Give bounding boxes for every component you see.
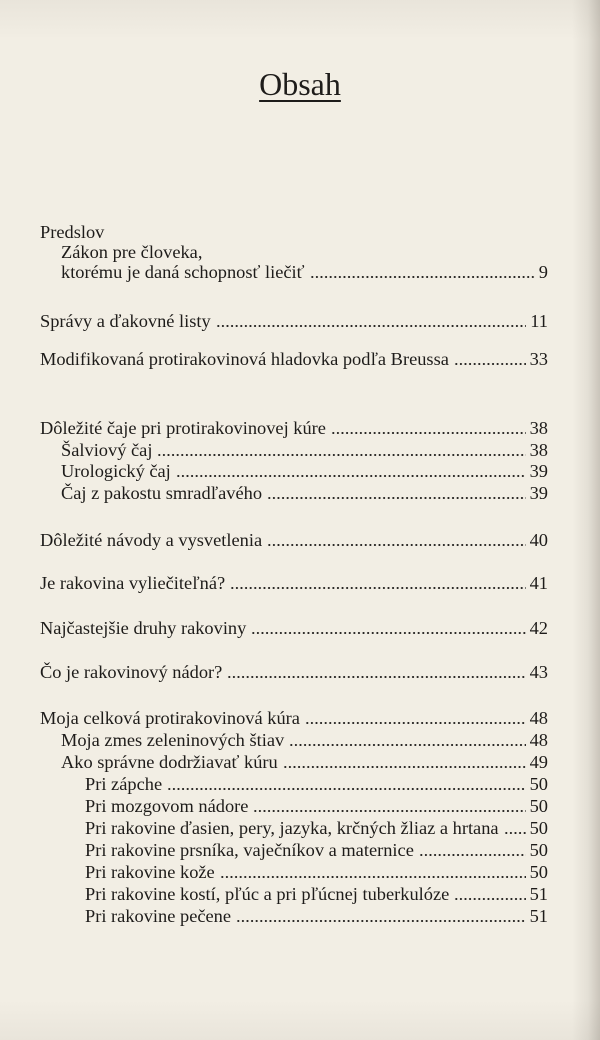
- dot-leader: [176, 460, 526, 482]
- dot-leader: [419, 839, 526, 861]
- toc-entry-title: Pri rakovine prsníka, vaječníkov a maternice: [85, 840, 414, 860]
- dot-leader: [267, 529, 525, 551]
- toc-entry-title: Ako správne dodržiavať kúru: [61, 752, 278, 772]
- toc-entry-title: Predslov: [40, 222, 105, 242]
- toc-entry-title: Pri zápche: [85, 774, 163, 794]
- toc-entry-zmes-stiav: [61, 729, 548, 751]
- toc-entry-celkova-kura: [40, 707, 548, 729]
- toc-entry-title: Pri rakovine ďasien, pery, jazyka, krčných žliaz a hrtana: [85, 818, 499, 838]
- dot-leader: [251, 617, 525, 639]
- toc-entry-prsnik: [85, 839, 548, 861]
- toc-entry-title: Moja celková protirakovinová kúra: [40, 708, 300, 728]
- dot-leader: [253, 795, 525, 817]
- toc-page-number: 50: [529, 862, 548, 882]
- toc-page-number: 48: [529, 708, 548, 728]
- toc-page-number: 38: [529, 418, 548, 438]
- toc-entry-title: Moja zmes zeleninových štiav: [61, 730, 285, 750]
- toc-page-number: 42: [529, 618, 548, 638]
- toc-entry-title: Čaj z pakostu smradľavého: [61, 483, 263, 503]
- toc-entry-title: Dôležité návody a vysvetlenia: [40, 530, 263, 550]
- toc-page-number: 33: [529, 349, 548, 369]
- dot-leader: [331, 417, 526, 439]
- toc-entry-koza: [85, 861, 548, 883]
- toc-entry-title: Pri rakovine kostí, pľúc a pri pľúcnej tuberkulóze: [85, 884, 450, 904]
- toc-page-number: 11: [530, 311, 548, 331]
- toc-page-number: 38: [529, 440, 548, 460]
- dot-leader: [454, 883, 525, 905]
- toc-page-number: 39: [529, 461, 548, 481]
- toc-entry-title: Pri mozgovom nádore: [85, 796, 249, 816]
- dot-leader: [236, 905, 526, 927]
- dot-leader: [267, 482, 526, 504]
- toc-entry-zapcha: [85, 773, 548, 795]
- toc-page-number: 41: [529, 573, 548, 593]
- toc-entry-zakon-line-1: [61, 241, 548, 263]
- toc-entry-title: Modifikovaná protirakovinová hladovka podľa Breussa: [40, 349, 449, 369]
- toc-page-number: 50: [529, 840, 548, 860]
- toc-page-number: 40: [529, 530, 548, 550]
- toc-entry-title: Šalviový čaj: [61, 440, 153, 460]
- toc-entry-title: Je rakovina vyliečiteľná?: [40, 573, 226, 593]
- dot-leader: [220, 861, 526, 883]
- dot-leader: [167, 773, 526, 795]
- toc-entry-caje: [40, 417, 548, 439]
- toc-entry-title: Zákon pre človeka,: [61, 242, 203, 262]
- toc-page-number: 51: [529, 906, 548, 926]
- dot-leader: [227, 661, 525, 683]
- page-title-text: Obsah: [259, 66, 341, 102]
- toc-page-number: 51: [529, 884, 548, 904]
- toc-entry-title: Čo je rakovinový nádor?: [40, 662, 223, 682]
- toc-entry-urologicky-caj: [61, 460, 548, 482]
- dot-leader: [504, 817, 526, 839]
- toc-page-number: 49: [529, 752, 548, 772]
- toc-entry-nador: [40, 661, 548, 683]
- toc-page-number: 50: [529, 796, 548, 816]
- dot-leader: [454, 348, 526, 370]
- toc-entry-spravy: [40, 310, 548, 332]
- page-title: [0, 66, 600, 102]
- dot-leader: [310, 261, 535, 283]
- toc-page-number: 39: [529, 483, 548, 503]
- dot-leader: [230, 572, 525, 594]
- toc-entry-title: Dôležité čaje pri protirakovinovej kúre: [40, 418, 326, 438]
- toc-entry-title: Správy a ďakovné listy: [40, 311, 211, 331]
- toc-page-number: 43: [529, 662, 548, 682]
- toc-entry-mozgovy-nador: [85, 795, 548, 817]
- toc-entry-druhy-rakoviny: [40, 617, 548, 639]
- dot-leader: [157, 439, 525, 461]
- toc-entry-title: Urologický čaj: [61, 461, 171, 481]
- toc-page-number: 50: [529, 818, 548, 838]
- toc-entry-title: Najčastejšie druhy rakoviny: [40, 618, 247, 638]
- toc-entry-kosti-pluca: [85, 883, 548, 905]
- toc-entry-ako-dodrziavat: [61, 751, 548, 773]
- toc-entry-predslov: [40, 221, 548, 243]
- toc-page-number: 48: [529, 730, 548, 750]
- toc-entry-navody: [40, 529, 548, 551]
- toc-entry-hladovka: [40, 348, 548, 370]
- dot-leader: [216, 310, 527, 332]
- toc-entry-title: ktorému je daná schopnosť liečiť: [61, 262, 305, 282]
- dot-leader: [283, 751, 526, 773]
- toc-page-number: 9: [538, 262, 548, 282]
- dot-leader: [289, 729, 525, 751]
- toc-page-number: 50: [529, 774, 548, 794]
- dot-leader: [305, 707, 526, 729]
- toc-entry-title: Pri rakovine pečene: [85, 906, 232, 926]
- toc-entry-caj-z-pakostu: [61, 482, 548, 504]
- toc-entry-pecen: [85, 905, 548, 927]
- toc-entry-salviovy-caj: [61, 439, 548, 461]
- toc-entry-vyliecitelna: [40, 572, 548, 594]
- toc-entry-dasna-hrtan: [85, 817, 548, 839]
- toc-entry-zakon-line-2: [61, 261, 548, 283]
- toc-entry-title: Pri rakovine kože: [85, 862, 215, 882]
